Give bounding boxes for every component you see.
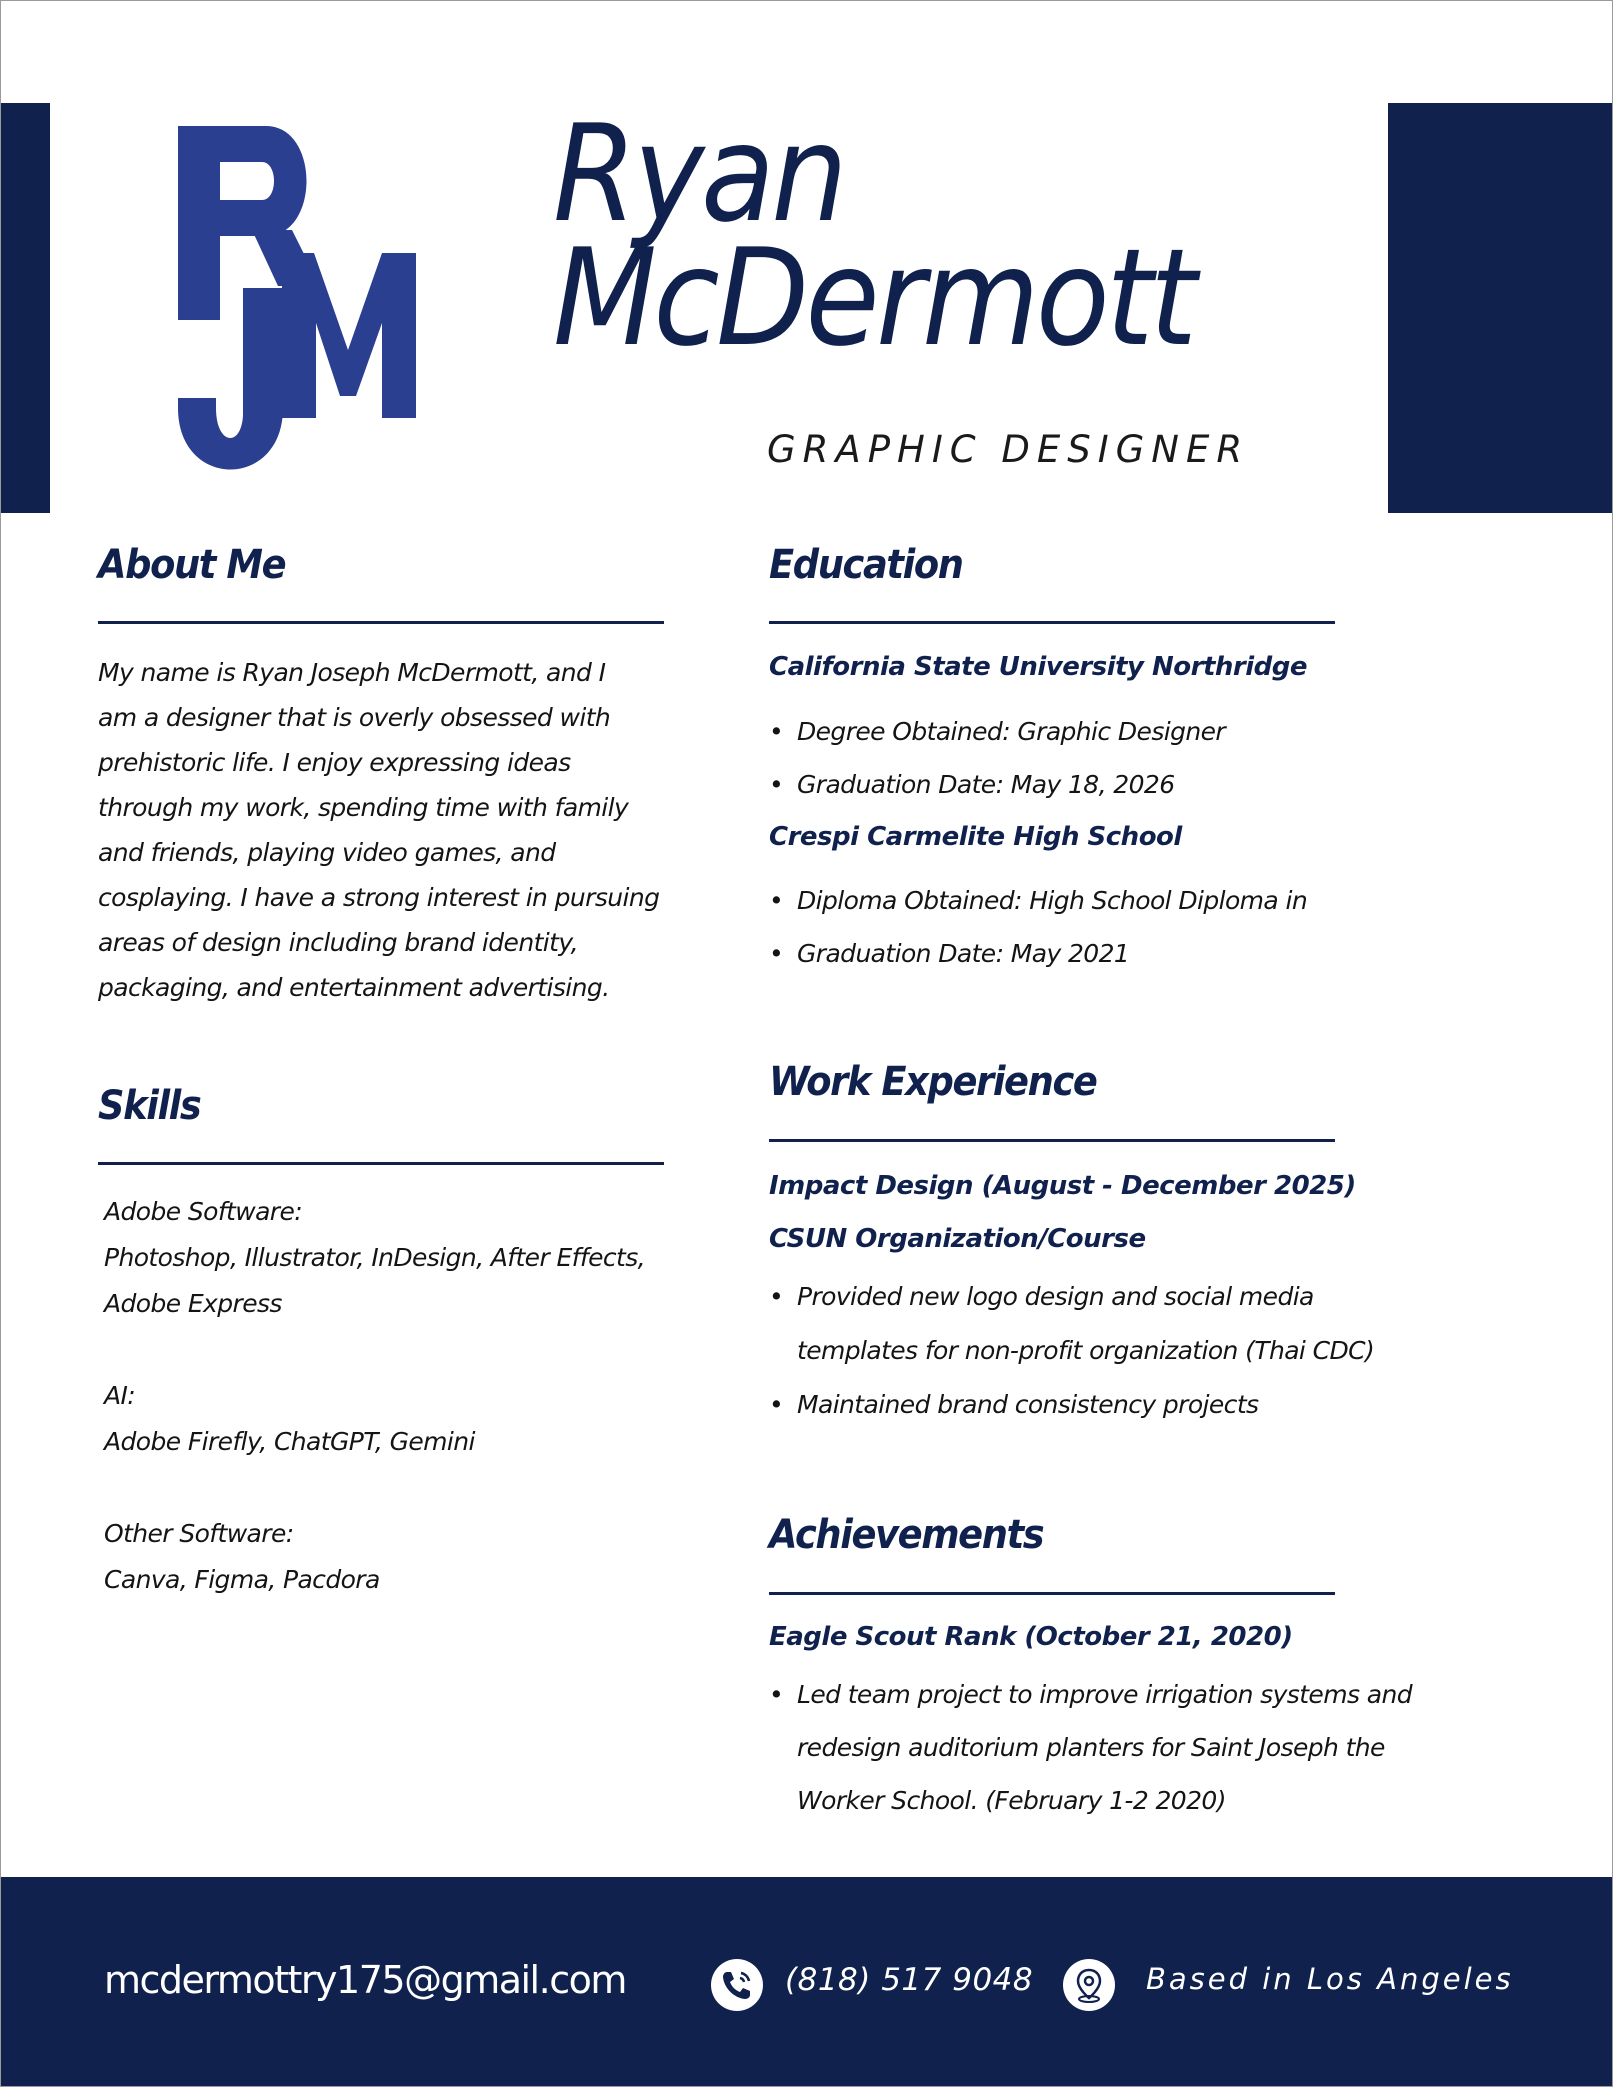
phone-icon <box>711 1959 763 2011</box>
list-item <box>769 1378 1409 1432</box>
skill-group-label: Adobe Software: <box>104 1197 303 1226</box>
phone-number[interactable]: (818) 517 9048 <box>785 1962 1034 1998</box>
list-item: • Graduation Date: May 2021 <box>769 927 1369 980</box>
candidate-name <box>553 96 1273 376</box>
about-line: My name is Ryan Joseph McDermott, and I <box>98 658 606 687</box>
skills-heading: Skills <box>98 1083 201 1129</box>
skill-group-line: Canva, Figma, Pacdora <box>104 1565 380 1594</box>
skill-group <box>104 1189 664 1327</box>
bullet-line: Worker School. (February 1-2 2020) <box>797 1786 1226 1815</box>
achievement-details <box>769 1668 1429 1827</box>
skills-list <box>104 1189 664 1649</box>
list-item: • Graduation Date: May 18, 2026 <box>769 758 1369 811</box>
bullet-line: • Provided new logo design and social media <box>797 1282 1314 1311</box>
bullet-line: templates for non-profit organization (Thai CDC) <box>797 1336 1375 1365</box>
about-line: am a designer that is overly obsessed with <box>98 703 611 732</box>
list-item: • Degree Obtained: Graphic Designer <box>769 705 1369 758</box>
right-accent-bar <box>1388 103 1613 513</box>
achievements-heading: Achievements <box>769 1512 1044 1558</box>
school-details <box>769 874 1369 980</box>
about-line: through my work, spending time with family <box>98 793 629 822</box>
skill-group-line: Adobe Express <box>104 1289 282 1318</box>
skill-group <box>104 1511 664 1603</box>
skill-group-line: Adobe Firefly, ChatGPT, Gemini <box>104 1427 475 1456</box>
about-line: packaging, and entertainment advertising. <box>98 973 610 1002</box>
work-heading: Work Experience <box>769 1059 1097 1105</box>
work-role: Impact Design (August - December 2025) <box>769 1171 1356 1201</box>
education-divider <box>769 621 1335 624</box>
achievement-title: Eagle Scout Rank (October 21, 2020) <box>769 1622 1293 1652</box>
bullet-line: • Led team project to improve irrigation systems and <box>797 1680 1412 1709</box>
skill-group-line: Photoshop, Illustrator, InDesign, After Effects, <box>104 1243 645 1272</box>
about-line: and friends, playing video games, and <box>98 838 556 867</box>
location-text: Based in Los Angeles <box>1146 1962 1514 1996</box>
first-name: Ryan <box>553 96 845 252</box>
list-item: • Diploma Obtained: High School Diploma in <box>769 874 1369 927</box>
work-divider <box>769 1139 1335 1142</box>
work-organization: CSUN Organization/Course <box>769 1224 1146 1254</box>
list-item <box>769 1270 1409 1378</box>
about-divider <box>98 621 664 624</box>
email-address[interactable]: mcdermottry175@gmail.com <box>104 1958 626 2002</box>
monogram-rjm-graphic <box>170 118 430 478</box>
about-line: prehistoric life. I enjoy expressing ideas <box>98 748 571 777</box>
left-accent-bar <box>0 103 50 513</box>
achievements-divider <box>769 1592 1335 1595</box>
bullet-line: • Maintained brand consistency projects <box>797 1390 1259 1419</box>
about-text <box>98 650 678 1010</box>
skill-group <box>104 1373 664 1465</box>
school-details <box>769 705 1369 811</box>
list-item <box>769 1668 1429 1827</box>
school-name: Crespi Carmelite High School <box>769 822 1182 852</box>
skill-group-label: Other Software: <box>104 1519 294 1548</box>
skills-divider <box>98 1162 664 1165</box>
bullet-line: redesign auditorium planters for Saint Joseph the <box>797 1733 1385 1762</box>
work-details <box>769 1270 1409 1432</box>
location-pin-icon <box>1063 1959 1115 2011</box>
about-line: areas of design including brand identity, <box>98 928 578 957</box>
job-title: GRAPHIC DESIGNER <box>767 428 1250 471</box>
school-name: California State University Northridge <box>769 652 1308 682</box>
last-name: McDermott <box>553 220 1194 376</box>
education-heading: Education <box>769 542 963 588</box>
about-heading: About Me <box>98 542 286 588</box>
about-line: cosplaying. I have a strong interest in pursuing <box>98 883 660 912</box>
monogram-logo <box>170 118 430 478</box>
skill-group-label: AI: <box>104 1381 136 1410</box>
